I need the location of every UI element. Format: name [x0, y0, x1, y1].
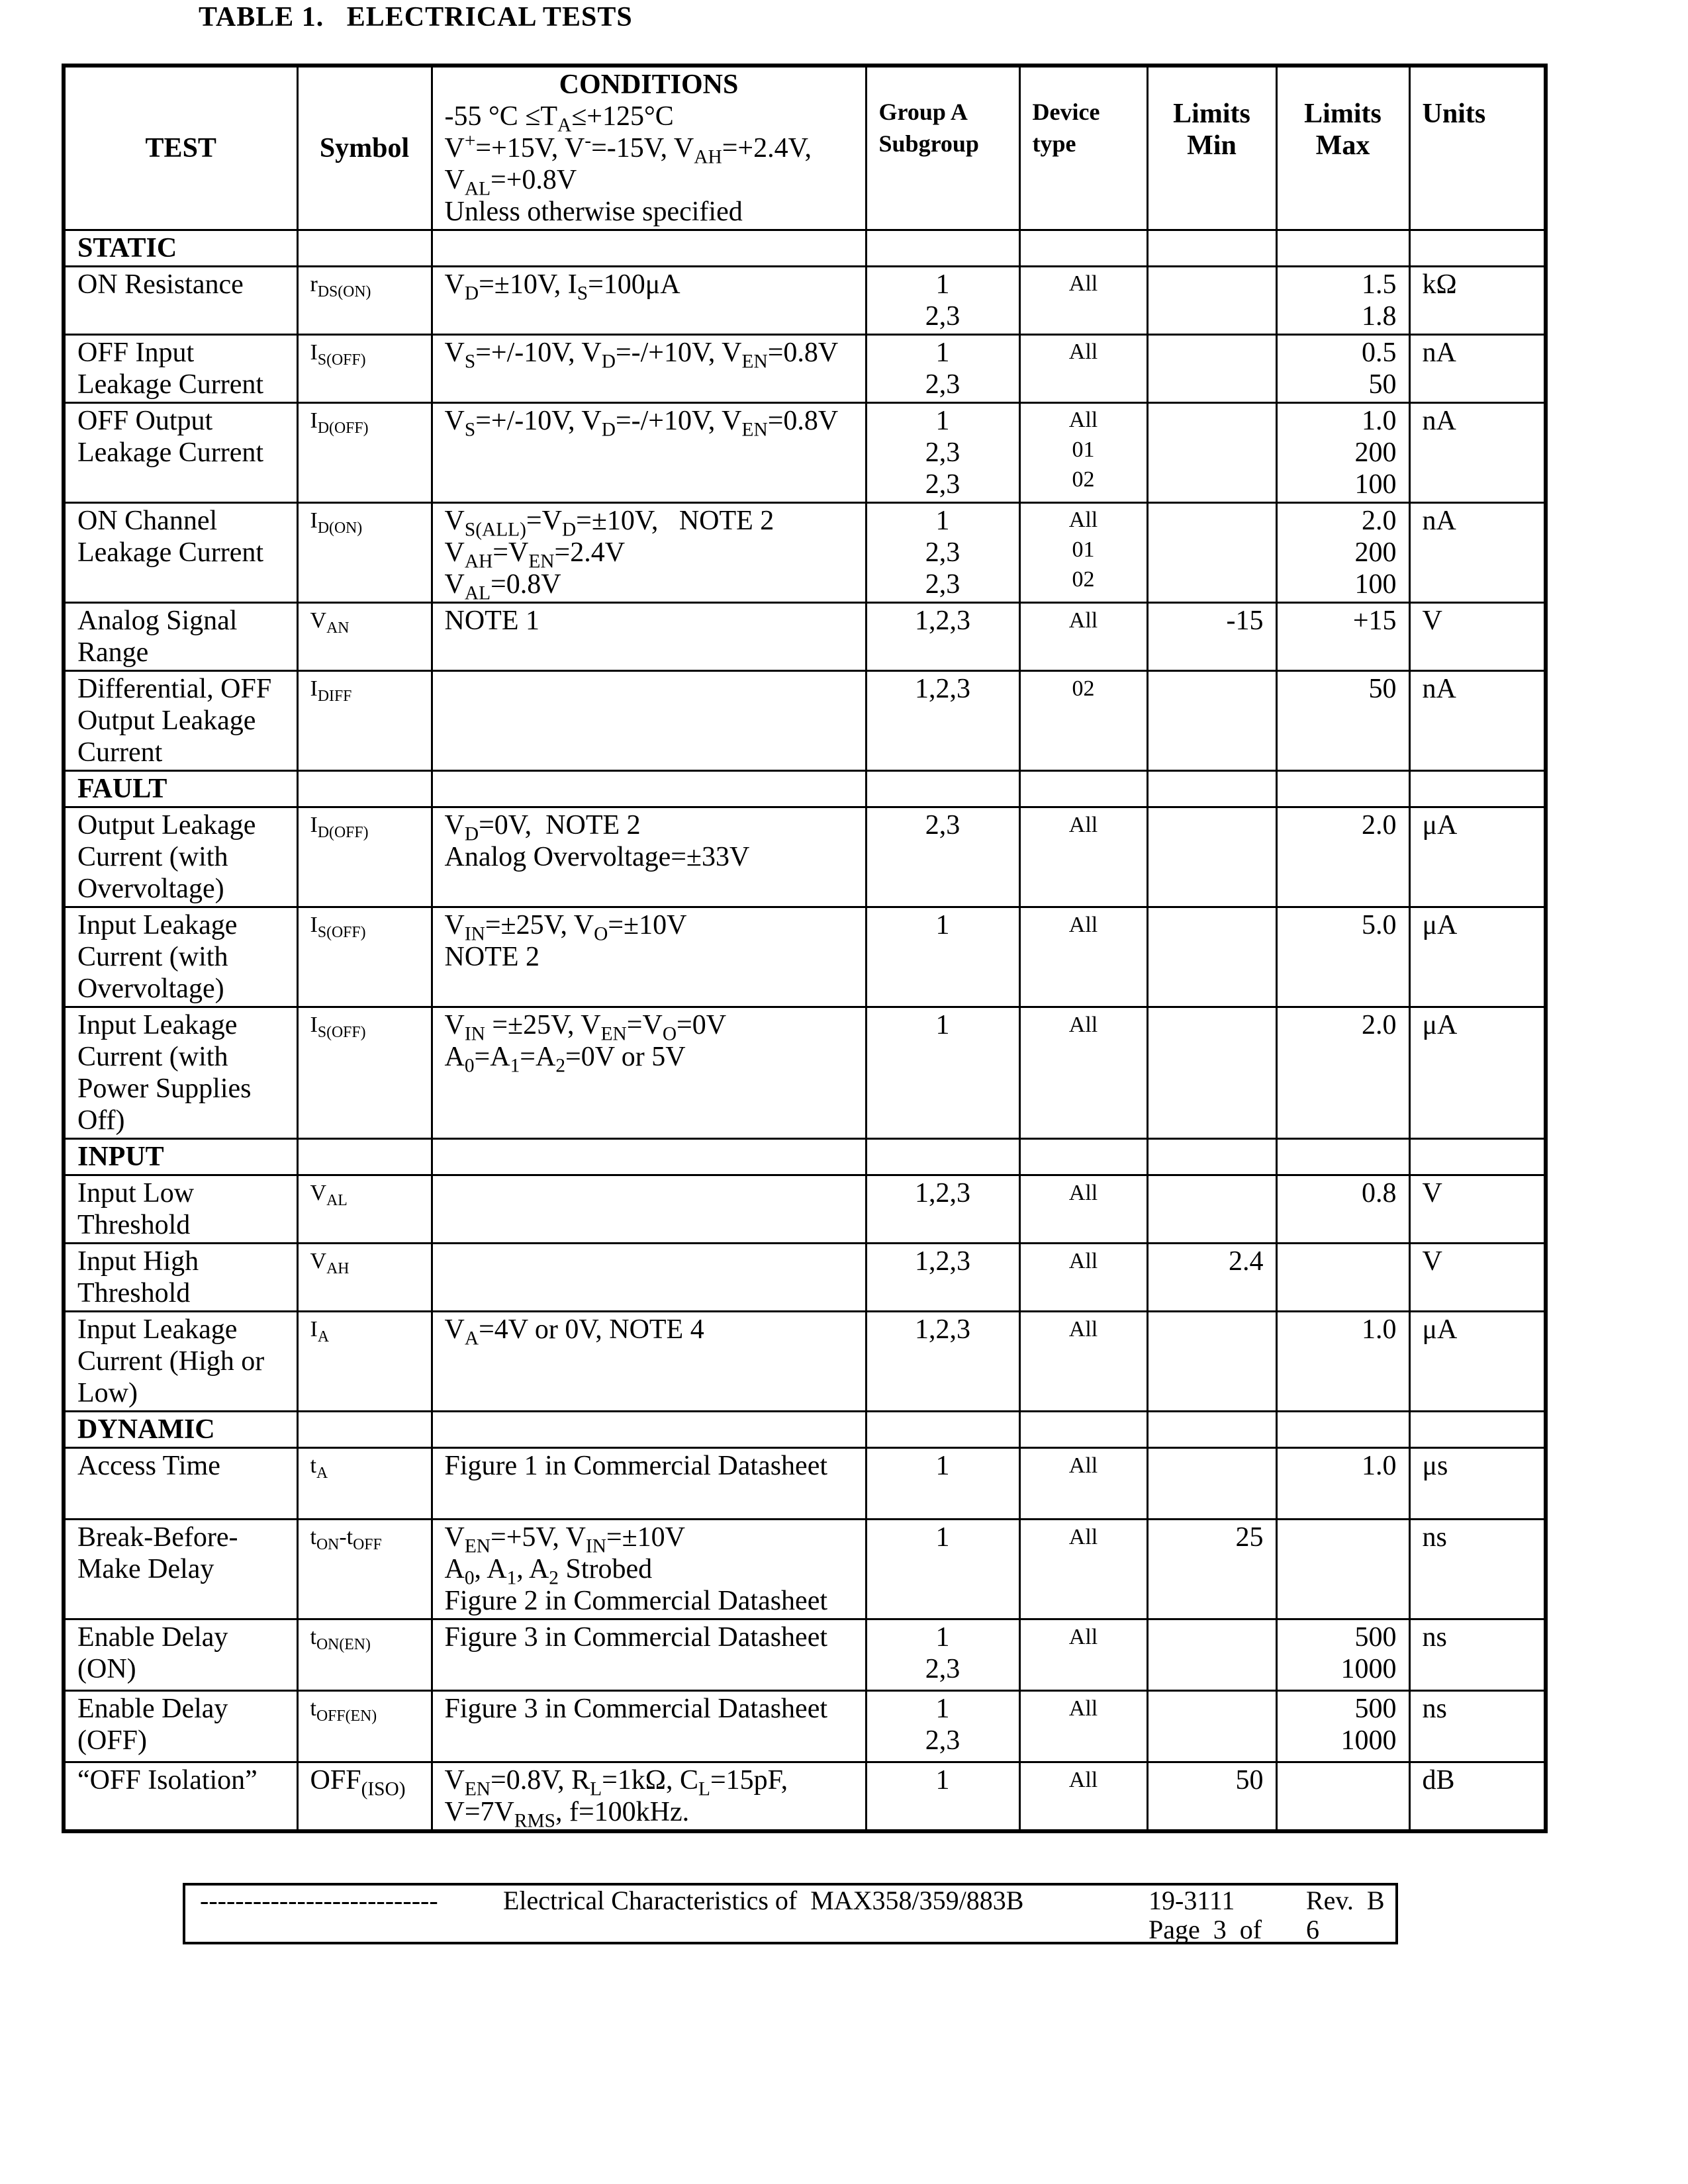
symbol: $t_A$	[297, 1448, 432, 1520]
units: nA	[1409, 335, 1546, 403]
test-name: OFF Input Leakage Current	[64, 335, 297, 403]
units: nA	[1409, 671, 1546, 771]
limit-min: -15	[1147, 603, 1276, 671]
symbol: $t_{ON(EN)}$	[297, 1619, 432, 1691]
group-a-subgroup: 1,2,3	[866, 1244, 1019, 1312]
conditions: Figure 3 in Commercial Datasheet	[432, 1691, 866, 1762]
conditions: $V_D=\pm 10V$, $I_S=100\mu A$	[432, 267, 866, 335]
test-name: OFF Output Leakage Current	[64, 403, 297, 503]
symbol: $OFF_{(ISO)}$	[297, 1762, 432, 1832]
group-a-subgroup: 1	[866, 907, 1019, 1007]
test-name: Input Leakage Current (High or Low)	[64, 1312, 297, 1412]
limit-min	[1147, 1619, 1276, 1691]
group-a-subgroup: 1 2,3 2,3	[866, 403, 1019, 503]
section-row-dynamic	[64, 1412, 1546, 1448]
limit-max: 2.0	[1276, 1007, 1409, 1139]
symbol: $V_{AL}$	[297, 1175, 432, 1244]
units: dB	[1409, 1762, 1546, 1832]
conditions: $V_{IN} =\pm 25V$, $V_{EN}=V_O=0V$ $A_0=A_1=A_2=0V$ or 5V	[432, 1007, 866, 1139]
test-name: “OFF Isolation”	[64, 1762, 297, 1832]
units: nA	[1409, 403, 1546, 503]
section-label: INPUT	[64, 1139, 297, 1175]
limit-max: 0.8	[1276, 1175, 1409, 1244]
group-a-subgroup: 1	[866, 1007, 1019, 1139]
limit-min	[1147, 335, 1276, 403]
symbol: $V_{AN}$	[297, 603, 432, 671]
limit-min	[1147, 907, 1276, 1007]
footer-page-total: 6	[1306, 1915, 1319, 1944]
group-a-subgroup: 1 2,3 2,3	[866, 503, 1019, 603]
group-a-subgroup: 1	[866, 1762, 1019, 1832]
table-row	[64, 907, 1546, 1007]
device-type: All 01 02	[1019, 503, 1147, 603]
units: V	[1409, 1244, 1546, 1312]
symbol: $r_{DS(ON)}$	[297, 267, 432, 335]
test-name: Output Leakage Current (with Overvoltage)	[64, 807, 297, 907]
group-a-subgroup: 1	[866, 1448, 1019, 1520]
limit-max: 1.0	[1276, 1448, 1409, 1520]
footer-revision: Rev. B	[1306, 1886, 1385, 1915]
test-name: Input Leakage Current (with Overvoltage)	[64, 907, 297, 1007]
test-name: ON Channel Leakage Current	[64, 503, 297, 603]
limit-max: 500 1000	[1276, 1691, 1409, 1762]
limit-min: 25	[1147, 1520, 1276, 1619]
header-limits-max: Limits Max	[1276, 66, 1409, 230]
conditions	[432, 1244, 866, 1312]
limit-min	[1147, 503, 1276, 603]
symbol: $I_{S(OFF)}$	[297, 335, 432, 403]
limit-max: 5.0	[1276, 907, 1409, 1007]
units: μs	[1409, 1448, 1546, 1520]
table-row	[64, 807, 1546, 907]
test-name: Access Time	[64, 1448, 297, 1520]
group-a-subgroup: 1,2,3	[866, 603, 1019, 671]
units: nA	[1409, 503, 1546, 603]
section-label: FAULT	[64, 771, 297, 807]
footer-title: Electrical Characteristics of MAX358/359/883B	[503, 1886, 1024, 1915]
group-a-subgroup: 2,3	[866, 807, 1019, 907]
table-row	[64, 1691, 1546, 1762]
limit-min: 2.4	[1147, 1244, 1276, 1312]
conditions: $V_{IN}=\pm 25V$, $V_O=\pm 10V$ NOTE 2	[432, 907, 866, 1007]
symbol: $I_A$	[297, 1312, 432, 1412]
units: μA	[1409, 1312, 1546, 1412]
symbol: $I_{D(OFF)}$	[297, 403, 432, 503]
conditions: $V_{EN}=0.8V$, $R_L=1k\Omega$, $C_L=15pF$, $V=7V_{RMS}$, f=100kHz.	[432, 1762, 866, 1832]
conditions: $V_D=0V$, NOTE 2 Analog Overvoltage=±33V	[432, 807, 866, 907]
symbol: $t_{OFF(EN)}$	[297, 1691, 432, 1762]
table-row	[64, 335, 1546, 403]
table-title: TABLE 1. ELECTRICAL TESTS	[199, 2, 633, 32]
device-type: All	[1019, 1244, 1147, 1312]
section-label: STATIC	[64, 230, 297, 267]
group-a-subgroup: 1,2,3	[866, 1312, 1019, 1412]
device-type: All	[1019, 1520, 1147, 1619]
limit-max: 0.5 50	[1276, 335, 1409, 403]
footer-doc-number: 19-3111	[1149, 1886, 1235, 1915]
limit-min	[1147, 1691, 1276, 1762]
device-type: All	[1019, 603, 1147, 671]
symbol: $V_{AH}$	[297, 1244, 432, 1312]
limit-min	[1147, 1175, 1276, 1244]
test-name: Enable Delay (ON)	[64, 1619, 297, 1691]
header-units: Units	[1409, 66, 1546, 230]
table-row	[64, 403, 1546, 503]
symbol: $I_{D(OFF)}$	[297, 807, 432, 907]
units: ns	[1409, 1691, 1546, 1762]
device-type: All	[1019, 267, 1147, 335]
device-type: All	[1019, 907, 1147, 1007]
test-name: Analog Signal Range	[64, 603, 297, 671]
test-name: Input High Threshold	[64, 1244, 297, 1312]
table-row	[64, 267, 1546, 335]
table-row	[64, 1448, 1546, 1520]
limit-max	[1276, 1762, 1409, 1832]
header-symbol: Symbol	[297, 66, 432, 230]
table-row	[64, 1007, 1546, 1139]
table-row	[64, 671, 1546, 771]
table-row	[64, 503, 1546, 603]
test-name: Differential, OFF Output Leakage Current	[64, 671, 297, 771]
header-cond-temp: -55 $^\circ C \le T_A\le+125^\circ C$	[444, 101, 674, 136]
limit-min	[1147, 267, 1276, 335]
device-type: All	[1019, 335, 1147, 403]
test-name: Enable Delay (OFF)	[64, 1691, 297, 1762]
conditions: $V_{EN}=+5V$, $V_{IN}=\pm 10V$ $A_0$, $A_1$, $A_2$ Strobed Figure 2 in Commercial Datasheet	[432, 1520, 866, 1619]
test-name: Input Leakage Current (with Power Supplies Off)	[64, 1007, 297, 1139]
symbol: $I_{S(OFF)}$	[297, 907, 432, 1007]
electrical-tests-table	[62, 64, 1548, 1833]
device-type: All	[1019, 1762, 1147, 1832]
conditions	[432, 671, 866, 771]
limit-max: 1.0 200 100	[1276, 403, 1409, 503]
table-row	[64, 1244, 1546, 1312]
conditions	[432, 1175, 866, 1244]
header-test: TEST	[64, 66, 297, 230]
group-a-subgroup: 1,2,3	[866, 1175, 1019, 1244]
device-type: All	[1019, 1175, 1147, 1244]
device-type: All	[1019, 807, 1147, 907]
symbol: $I_{S(OFF)}$	[297, 1007, 432, 1139]
device-type: All	[1019, 1619, 1147, 1691]
limit-max	[1276, 1520, 1409, 1619]
table-row	[64, 1312, 1546, 1412]
table-row	[64, 603, 1546, 671]
header-limits-min: Limits Min	[1147, 66, 1276, 230]
test-name: Input Low Threshold	[64, 1175, 297, 1244]
group-a-subgroup: 1 2,3	[866, 267, 1019, 335]
conditions: $V_S=+/-10V$, $V_D=-/+10V$, $V_{EN}=0.8V$	[432, 335, 866, 403]
footer-dashes: ---------------------------	[200, 1886, 438, 1915]
section-row-static	[64, 230, 1546, 267]
units: μA	[1409, 807, 1546, 907]
test-name: Break-Before- Make Delay	[64, 1520, 297, 1619]
table-row	[64, 1619, 1546, 1691]
group-a-subgroup: 1 2,3	[866, 335, 1019, 403]
page-footer	[183, 1883, 1398, 1944]
limit-min	[1147, 1007, 1276, 1139]
test-name: ON Resistance	[64, 267, 297, 335]
symbol: $I_{D(ON)}$	[297, 503, 432, 603]
units: ns	[1409, 1619, 1546, 1691]
section-row-input	[64, 1139, 1546, 1175]
header-cond-val: $V_{AL}=+0.8V$	[444, 165, 577, 200]
header-conditions-caption: CONDITIONS	[559, 69, 739, 100]
limit-max	[1276, 1244, 1409, 1312]
limit-max: 1.0	[1276, 1312, 1409, 1412]
limit-max: 500 1000	[1276, 1619, 1409, 1691]
device-type: All	[1019, 1691, 1147, 1762]
limit-min	[1147, 671, 1276, 771]
section-row-fault	[64, 771, 1546, 807]
limit-max: 50	[1276, 671, 1409, 771]
limit-min: 50	[1147, 1762, 1276, 1832]
conditions: NOTE 1	[432, 603, 866, 671]
conditions: $V_S=+/-10V$, $V_D=-/+10V$, $V_{EN}=0.8V$	[432, 403, 866, 503]
footer-page-label: Page 3 of	[1149, 1915, 1262, 1944]
limit-min	[1147, 807, 1276, 907]
device-type: All	[1019, 1448, 1147, 1520]
symbol: $I_{DIFF}$	[297, 671, 432, 771]
table-header-row	[64, 66, 1546, 230]
group-a-subgroup: 1	[866, 1520, 1019, 1619]
limit-min	[1147, 1448, 1276, 1520]
header-device-type: Device type	[1019, 66, 1147, 230]
limit-max: 2.0	[1276, 807, 1409, 907]
device-type: All	[1019, 1312, 1147, 1412]
header-cond-supply: V+=+15V, V-=-15V, $V_{AH}=+2.4V$,	[444, 130, 812, 168]
conditions: $V_{S(ALL)}=V_D=\pm 10V$, NOTE 2 $V_{AH}=V_{EN}=2.4V$ $V_{AL}=0.8V$	[432, 503, 866, 603]
units: μA	[1409, 907, 1546, 1007]
device-type: 02	[1019, 671, 1147, 771]
symbol: $t_{ON}-t_{OFF}$	[297, 1520, 432, 1619]
conditions: Figure 3 in Commercial Datasheet	[432, 1619, 866, 1691]
units: V	[1409, 1175, 1546, 1244]
units: kΩ	[1409, 267, 1546, 335]
limit-max: 2.0 200 100	[1276, 503, 1409, 603]
group-a-subgroup: 1,2,3	[866, 671, 1019, 771]
section-label: DYNAMIC	[64, 1412, 297, 1448]
header-group-a: Group A Subgroup	[866, 66, 1019, 230]
device-type: All	[1019, 1007, 1147, 1139]
units: V	[1409, 603, 1546, 671]
table-row	[64, 1520, 1546, 1619]
conditions: Figure 1 in Commercial Datasheet	[432, 1448, 866, 1520]
table-row	[64, 1762, 1546, 1832]
header-conditions	[432, 66, 866, 230]
limit-max: 1.5 1.8	[1276, 267, 1409, 335]
limit-min	[1147, 1312, 1276, 1412]
limit-min	[1147, 403, 1276, 503]
header-cond-unless: Unless otherwise specified	[444, 197, 743, 227]
units: μA	[1409, 1007, 1546, 1139]
group-a-subgroup: 1 2,3	[866, 1619, 1019, 1691]
conditions: $V_A=4V$ or 0V, NOTE 4	[432, 1312, 866, 1412]
limit-max: +15	[1276, 603, 1409, 671]
group-a-subgroup: 1 2,3	[866, 1691, 1019, 1762]
device-type: All 01 02	[1019, 403, 1147, 503]
units: ns	[1409, 1520, 1546, 1619]
table-row	[64, 1175, 1546, 1244]
